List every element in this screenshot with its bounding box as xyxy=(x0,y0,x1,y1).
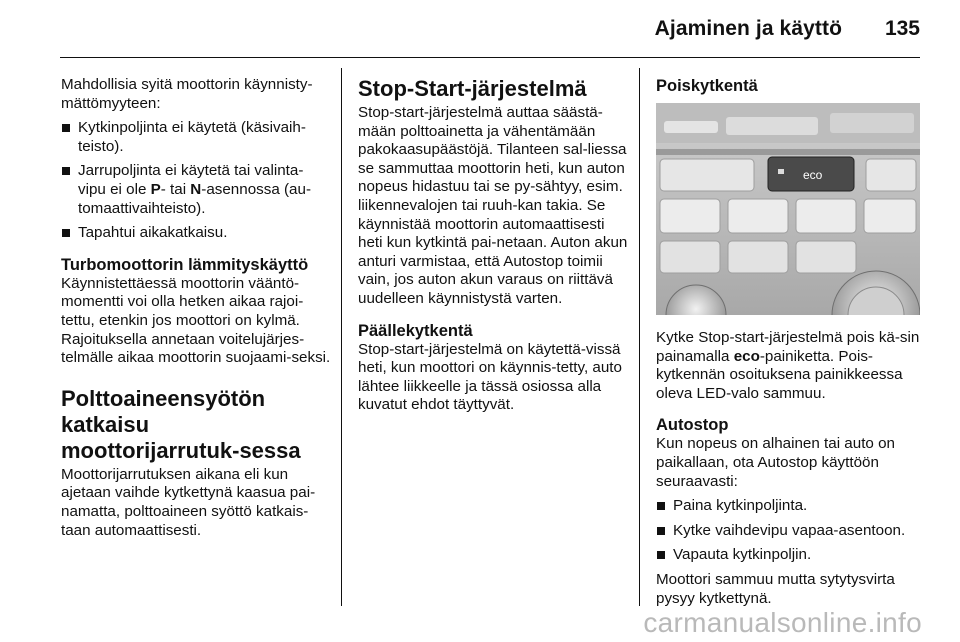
intro-text: Mahdollisia syitä moottorin käynnisty-mättömyyteen: xyxy=(61,76,313,112)
deactivation-caption: Kytke Stop-start-järjestelmä pois kä-sin painamalla eco-painiketta. Pois-kytkennän osoituksena painikkeessa oleva LED-valo sammuu. xyxy=(656,329,920,402)
fuel-cutoff-heading: Polttoaineensyötön katkaisu moottorijarrutuk-sessa xyxy=(61,385,301,463)
console-illustration xyxy=(656,103,920,315)
column-left xyxy=(61,76,331,540)
column-divider-1 xyxy=(341,68,342,606)
column-right xyxy=(656,76,920,608)
list-item: Tapahtui aikakatkaisu. xyxy=(61,224,331,243)
page-header xyxy=(0,0,960,58)
cause-list xyxy=(61,119,331,243)
eco-button-label: eco xyxy=(803,168,823,182)
list-item: Vapauta kytkinpoljin. xyxy=(656,546,920,565)
eco-button-photo xyxy=(656,103,920,315)
column-middle xyxy=(358,76,628,415)
autostop-steps xyxy=(656,497,920,565)
header-rule xyxy=(60,57,920,58)
autostop-text: Kun nopeus on alhainen tai auto on paikallaan, ota Autostop käyttöön seuraavasti: xyxy=(656,435,895,490)
turbo-heading: Turbomoottorin lämmityskäyttö xyxy=(61,255,309,274)
fuel-cutoff-text: Moottorijarrutuksen aikana eli kun ajetaan vaihde kytkettynä kaasua pai-namatta, polttoaineen syöttö katkais-taan automaattisesti. xyxy=(61,465,316,539)
list-item: Paina kytkinpoljinta. xyxy=(656,497,920,516)
stop-start-heading: Stop-Start-järjestelmä xyxy=(358,76,587,101)
page-number: 135 xyxy=(884,17,920,40)
list-item: Kytke vaihdevipu vapaa-asentoon. xyxy=(656,522,920,541)
turbo-text: Käynnistettäessä moottorin vääntö-momentti voi olla hetken aikaa rajoi-tettu, etenkin jos moottori on kylmä. Rajoituksella annetaan voitelujärjes-telmälle aikaa moottorin suojaami-seksi. xyxy=(61,274,331,367)
list-item: Jarrupoljinta ei käytetä tai valinta-vipu ei ole P- tai N-asennossa (au-tomaattivaihteisto). xyxy=(61,162,331,218)
watermark: carmanualsonline.info xyxy=(643,607,922,638)
column-divider-2 xyxy=(639,68,640,606)
activation-heading: Päällekytkentä xyxy=(358,321,473,340)
chapter-title: Ajaminen ja käyttö xyxy=(654,17,842,40)
deactivation-heading: Poiskytkentä xyxy=(656,77,758,95)
list-item: Kytkinpoljinta ei käytetä (käsivaih-teisto). xyxy=(61,119,331,156)
stop-start-text: Stop-start-järjestelmä auttaa säästä-mään polttoainetta ja vähentämään pakokaasupäästöjä. Tilanteen sal-liessa se sammuttaa moottorin heti, kun auton nopeus hidastuu tai se py-sähtyy, esim. liikennevalojen tai ruuh-kan takia. Se käynnistää moottorin automaattisesti heti kun kytkintä pai-netaan. Auton akun anturi varmistaa, että Autostop toimii vain, jos auton akun varaus on riittävä uudelleen käynnistystä varten. xyxy=(358,104,628,307)
activation-text: Stop-start-järjestelmä on käytettä-vissä heti, kun moottori on käynnis-tetty, auto lähtee liikkeelle ja tässä osiossa alla kuvatut ehdot täyttyvät. xyxy=(358,340,622,414)
autostop-heading: Autostop xyxy=(656,416,729,435)
closing-text: Moottori sammuu mutta sytytysvirta pysyy kytkettynä. xyxy=(656,570,895,607)
